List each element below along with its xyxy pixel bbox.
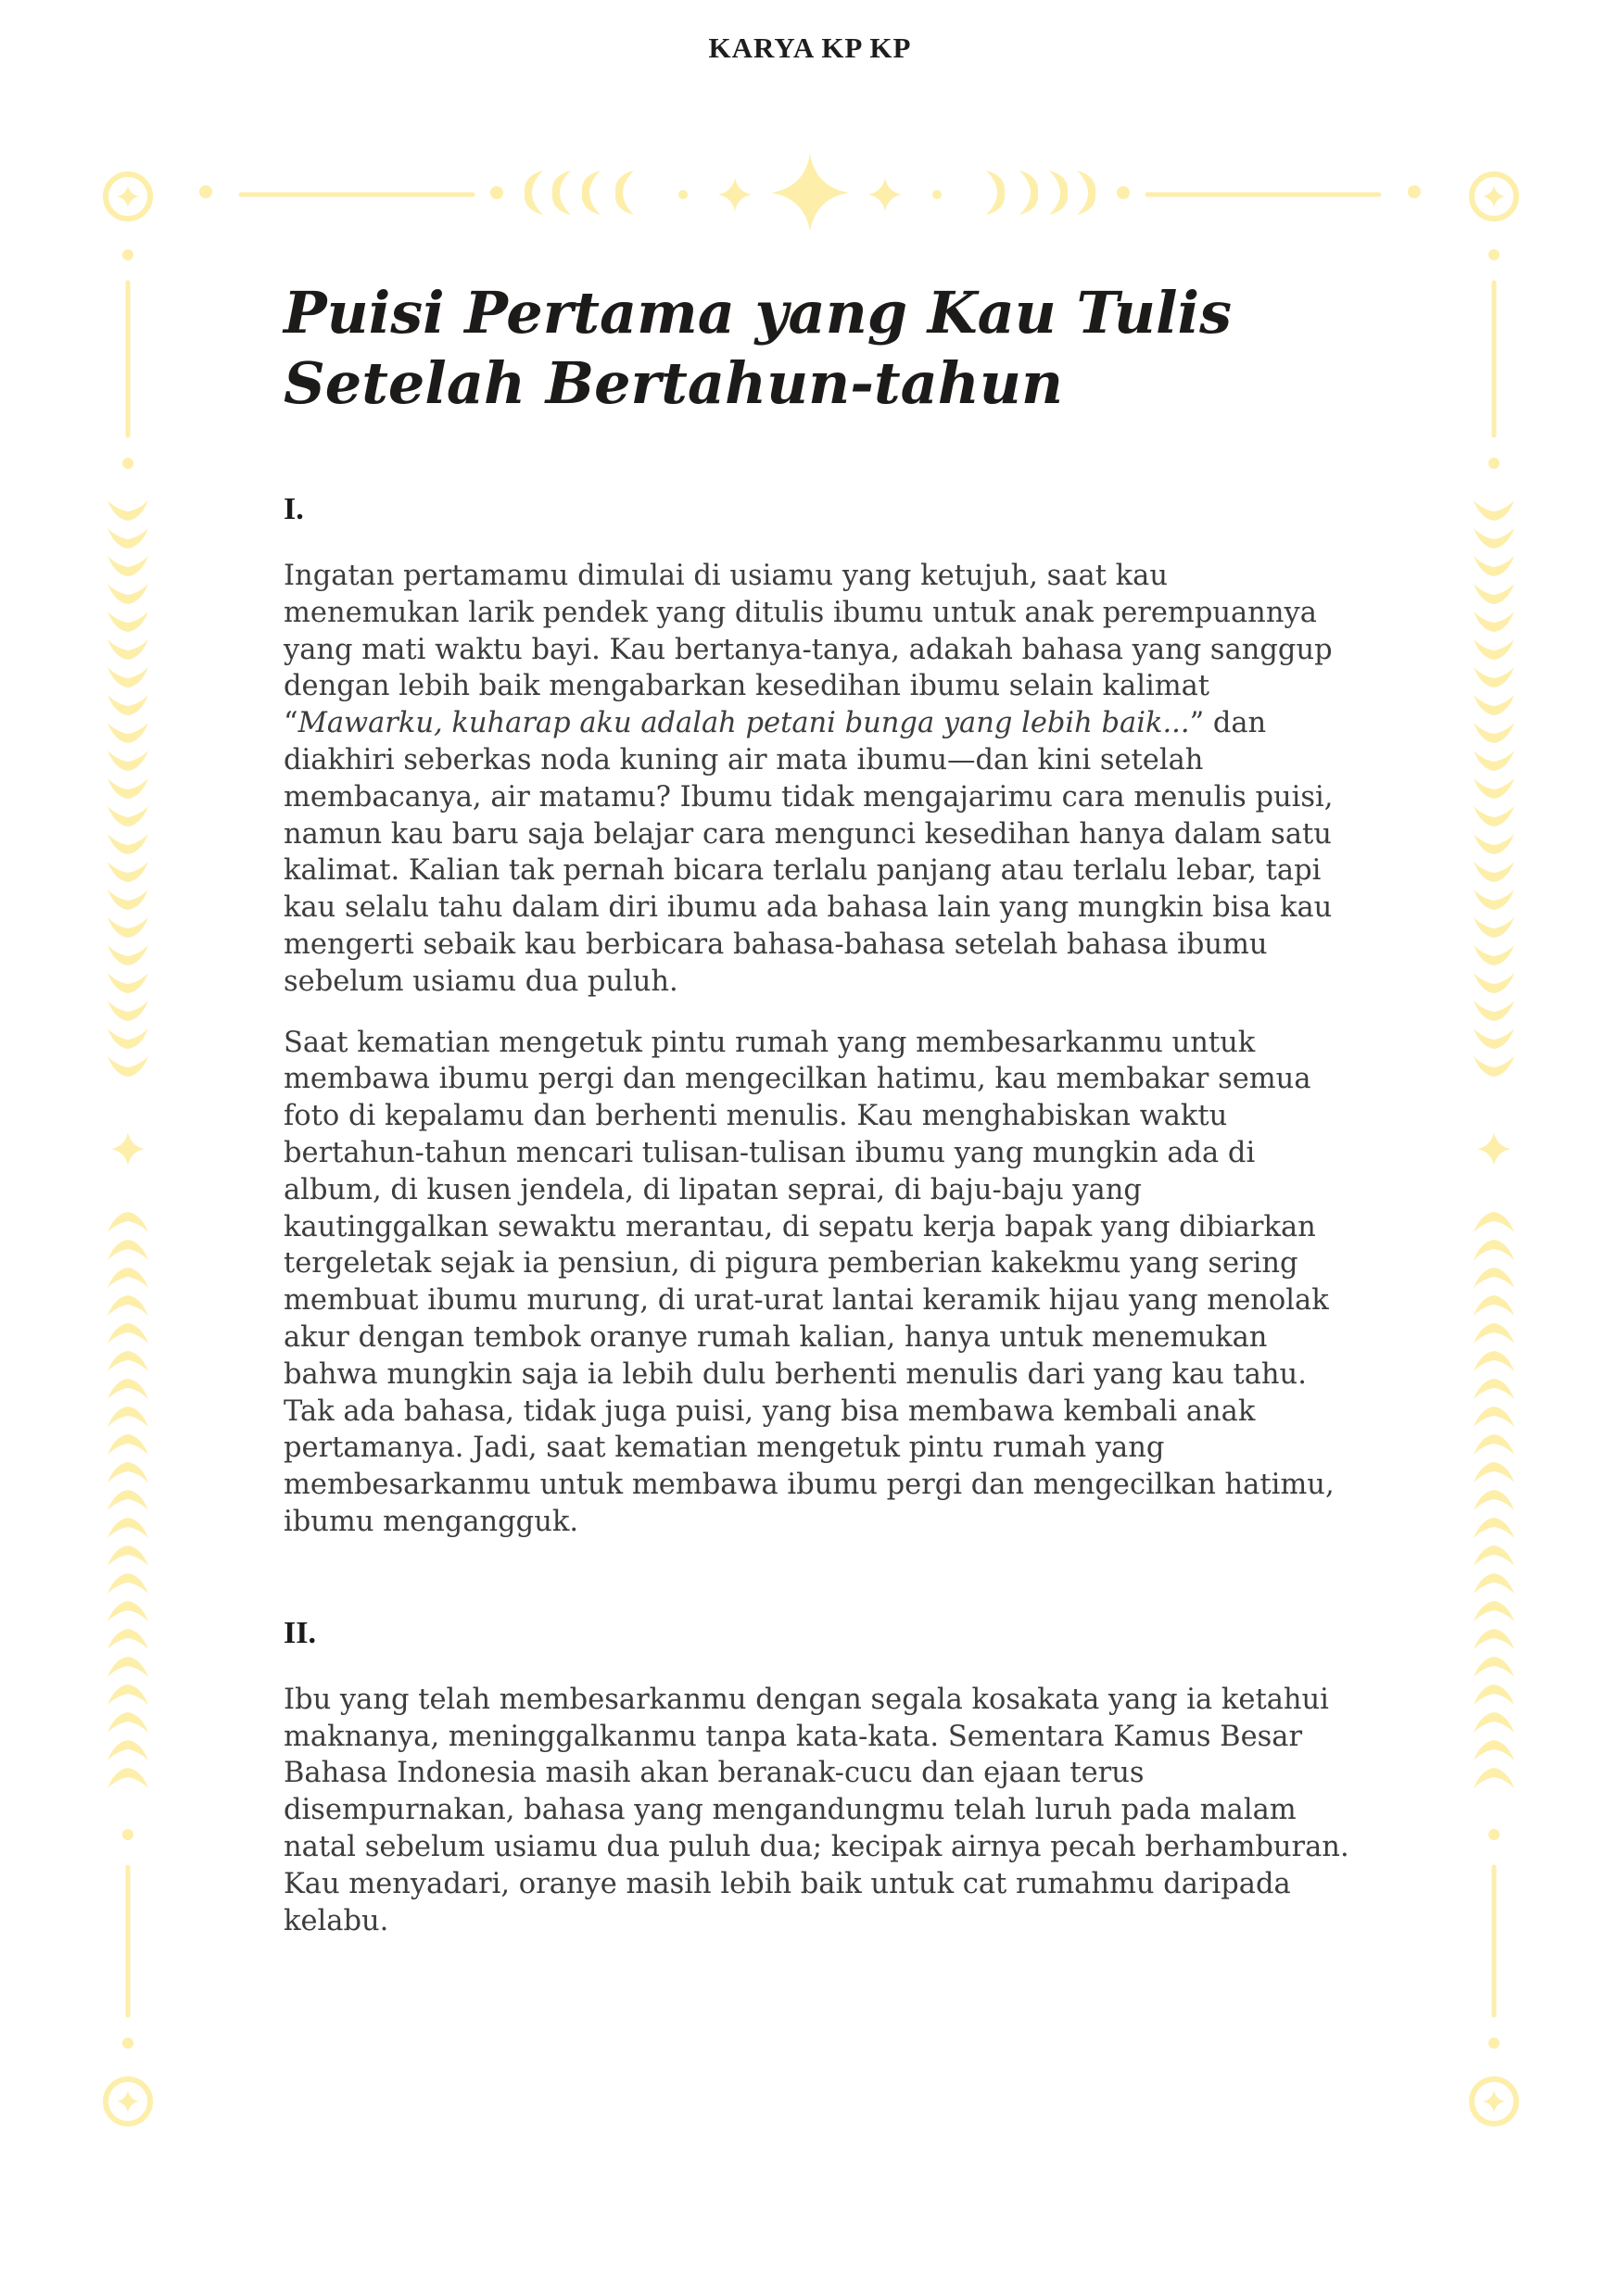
top-ornament [199,154,1421,232]
italic-quote: Mawarku, kuharap aku adalah petani bunga yang lebih baik... [297,707,1190,740]
page-header-label: KARYA KP KP [708,32,912,64]
section-heading: I. [284,492,304,526]
paragraph: Ibu yang telah membesarkanmu dengan segala kosakata yang ia ketahui maknanya, meninggalkanmu tanpa kata-kata. Sementara Kamus Besar Bahasa Indonesia masih akan beranak-cucu dan ejaan terus disempurnakan, bahasa yang mengandungmu telah luruh pada malam natal sebelum usiamu dua puluh dua; kecipak airnya pecah berhamburan. Kau menyadari, oranye masih lebih baik untuk cat rumahmu daripada kelabu. [284,1683,1349,1937]
section-heading: II. [284,1615,316,1650]
poem-title [284,278,1396,419]
poem-body [284,491,1349,1963]
poem-title-line-1: Puisi Pertama yang Kau Tulis [284,279,1232,347]
paragraph: Saat kematian mengetuk pintu rumah yang membesarkanmu untuk membawa ibumu pergi dan mengecilkan hatimu, kau membakar semua foto di kepalamu dan berhenti menulis. Kau menghabiskan waktu bertahun-tahun mencari tulisan-tulisan ibumu yang mungkin ada di album, di kusen jendela, di lipatan seprai, di baju-baju yang kautinggalkan sewaktu merantau, di sepatu kerja bapak yang dibiarkan tergeletak sejak ia pensiun, di pigura pemberian kakekmu yang sering membuat ibumu murung, di urat-urat lantai keramik hijau yang menolak akur dengan tembok oranye rumah kalian, hanya untuk menemukan bahwa mungkin saja ia lebih dulu berhenti menulis dari yang kau tahu. Tak ada bahasa, tidak juga puisi, yang bisa membawa kembali anak pertamanya. Jadi, saat kematian mengetuk pintu rumah yang membesarkanmu untuk membawa ibumu pergi dan mengecilkan hatimu, ibumu mengangguk. [284,1026,1335,1538]
section-two [284,1615,1349,1940]
paragraph-text: ” dan diakhiri seberkas noda kuning air mata ibumu—dan kini setelah membacanya, air matamu? Ibumu tidak mengajarimu cara menulis puisi, namun kau baru saja belajar cara mengunci kesedihan hanya dalam satu kalimat. Kalian tak pernah bicara terlalu panjang atau terlalu lebar, tapi kau selalu tahu dalam diri ibumu ada bahasa lain yang mungkin bisa kau mengerti sebaik kau berbicara bahasa-bahasa setelah bahasa ibumu sebelum usiamu dua puluh. [284,707,1334,998]
paragraph-text: Ingatan pertamamu dimulai di usiamu yang ketujuh, saat kau menemukan larik pendek yang ditulis ibumu untuk anak perempuannya yang mati waktu bayi. Kau bertanya-tanya, adakah bahasa yang sanggup dengan lebih baik mengabarkan kesedihan ibumu selain kalimat “ [284,560,1333,740]
paragraph [284,558,1349,1001]
left-ornament [108,249,148,2049]
right-ornament [1474,249,1514,2049]
poem-title-line-2: Setelah Bertahun-tahun [284,349,1064,417]
section-one [284,491,1349,1541]
